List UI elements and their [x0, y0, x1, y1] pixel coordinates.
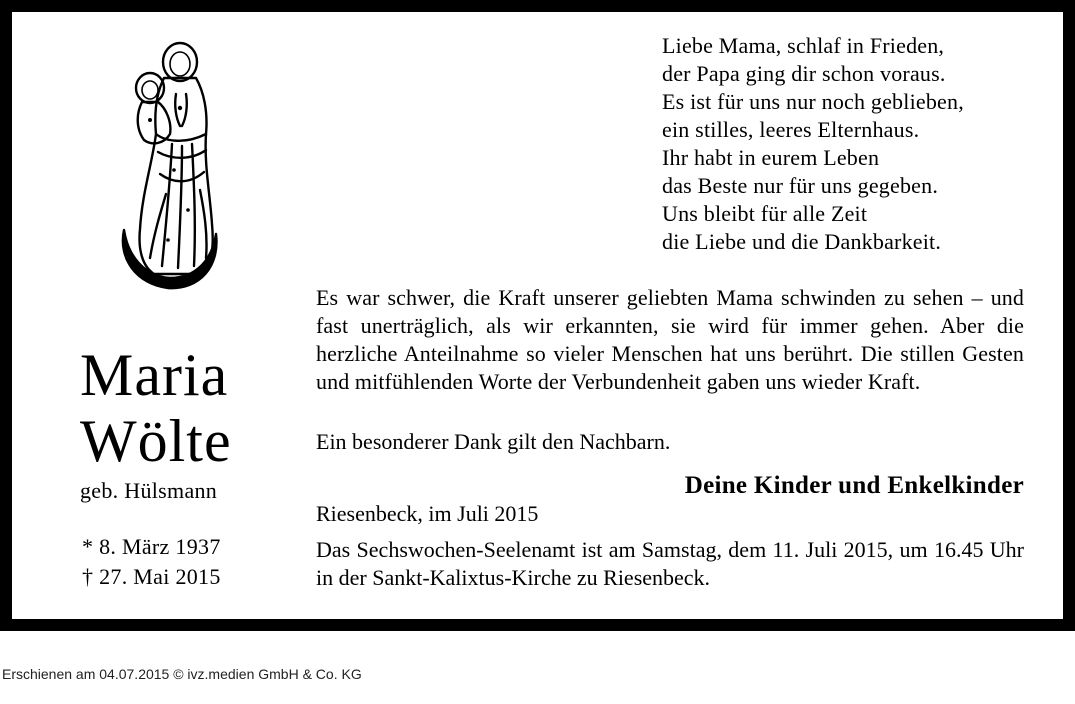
birth-date: * 8. März 1937 — [82, 534, 221, 559]
obituary-card — [12, 12, 1063, 619]
place-date: Riesenbeck, im Juli 2015 — [316, 501, 539, 526]
deceased-name — [80, 342, 232, 474]
service-announcement: Das Sechswochen-Seelenamt ist am Samstag, dem 11. Juli 2015, um 16.45 Uhr in der Sankt-Kalixtus-Kirche zu Riesenbeck. — [316, 537, 1024, 590]
poem-line: der Papa ging dir schon voraus. — [662, 61, 946, 86]
life-dates — [82, 532, 221, 592]
publication-footer: Erschienen am 04.07.2015 © ivz.medien GmbH & Co. KG — [2, 666, 362, 682]
poem-line: die Liebe und die Dankbarkeit. — [662, 229, 942, 254]
poem-line: Es ist für uns nur noch geblieben, — [662, 89, 964, 114]
thanks-text: Ein besonderer Dank gilt den Nachbarn. — [316, 429, 671, 454]
signature: Deine Kinder und Enkelkinder — [684, 472, 1024, 499]
poem-line: das Beste nur für uns gegeben. — [662, 173, 939, 198]
last-name: Wölte — [80, 408, 232, 474]
message-paragraph: Es war schwer, die Kraft unserer geliebten Mama schwinden zu sehen – und fast unerträglich, als wir erkannten, sie wird für immer gehen. Aber die herzliche Anteilnahme so vieler Menschen hat uns berührt. Die stillen Gesten und mitfühlenden Worte der Verbundenheit gaben uns wieder Kraft. — [316, 285, 1024, 394]
poem-line: Uns bleibt für alle Zeit — [662, 201, 868, 226]
poem-line: ein stilles, leeres Elternhaus. — [662, 117, 920, 142]
madonna-with-child-icon — [116, 34, 226, 296]
first-name: Maria — [80, 342, 229, 408]
poem-line: Liebe Mama, schlaf in Frieden, — [662, 33, 945, 58]
birth-name: geb. Hülsmann — [80, 478, 218, 503]
death-date: † 27. Mai 2015 — [82, 564, 221, 589]
poem — [662, 32, 964, 256]
poem-line: Ihr habt in eurem Leben — [662, 145, 880, 170]
